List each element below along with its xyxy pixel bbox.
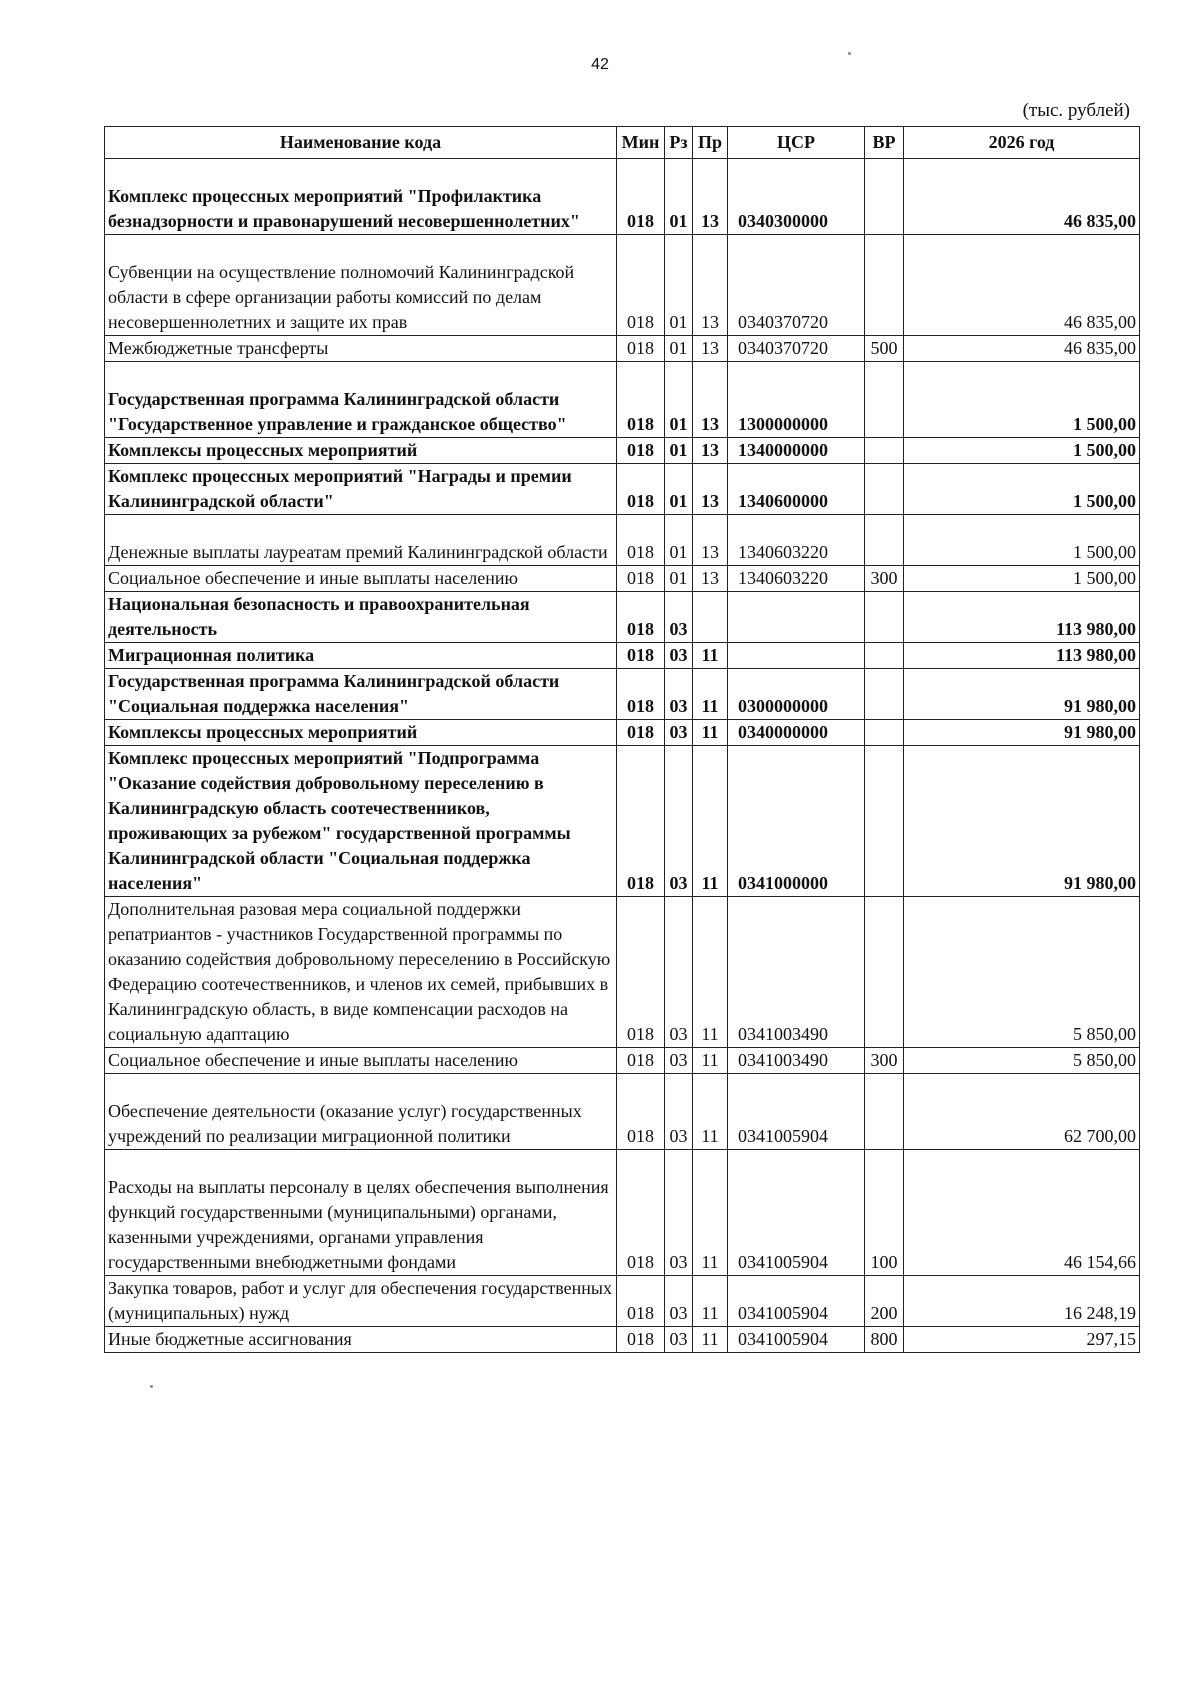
row-min-cell: 018 [617, 720, 665, 746]
row-sum-cell: 1 500,00 [904, 515, 1140, 566]
header-csr: ЦСР [728, 127, 865, 159]
row-csr-cell: 0300000000 [728, 669, 865, 720]
row-min-cell: 018 [617, 669, 665, 720]
row-sum-cell: 91 980,00 [904, 669, 1140, 720]
row-vr-cell [865, 362, 904, 438]
row-csr-cell: 1340600000 [728, 464, 865, 515]
row-name-cell: Денежные выплаты лауреатам премий Калининградской области [105, 515, 617, 566]
row-pr-cell: 13 [693, 336, 728, 362]
row-vr-cell [865, 897, 904, 1048]
row-min-cell: 018 [617, 1048, 665, 1074]
row-rz-cell: 01 [665, 336, 693, 362]
row-rz-cell: 01 [665, 362, 693, 438]
row-rz-cell: 03 [665, 897, 693, 1048]
row-rz-cell: 01 [665, 515, 693, 566]
row-pr-cell: 11 [693, 1327, 728, 1353]
row-sum-cell: 46 154,66 [904, 1150, 1140, 1276]
table-row [105, 1074, 1140, 1150]
row-pr-cell: 11 [693, 1048, 728, 1074]
row-rz-cell: 03 [665, 1150, 693, 1276]
row-min-cell: 018 [617, 159, 665, 235]
row-vr-cell: 200 [865, 1276, 904, 1327]
table-row [105, 720, 1140, 746]
row-sum-cell: 297,15 [904, 1327, 1140, 1353]
table-row [105, 515, 1140, 566]
row-pr-cell: 13 [693, 235, 728, 336]
table-row [105, 438, 1140, 464]
row-csr-cell: 0341003490 [728, 1048, 865, 1074]
row-sum-cell: 1 500,00 [904, 438, 1140, 464]
row-pr-cell: 13 [693, 464, 728, 515]
row-csr-cell: 0341005904 [728, 1327, 865, 1353]
budget-table [104, 126, 1140, 1353]
units-label: (тыс. рублей) [1022, 100, 1130, 121]
row-vr-cell [865, 159, 904, 235]
row-rz-cell: 03 [665, 1276, 693, 1327]
row-min-cell: 018 [617, 643, 665, 669]
row-sum-cell: 16 248,19 [904, 1276, 1140, 1327]
row-name-cell: Государственная программа Калининградской области "Социальная поддержка населения" [105, 669, 617, 720]
scan-speck [848, 52, 851, 55]
table-row [105, 746, 1140, 897]
row-rz-cell: 03 [665, 643, 693, 669]
row-vr-cell: 100 [865, 1150, 904, 1276]
row-name-cell: Иные бюджетные ассигнования [105, 1327, 617, 1353]
row-name-cell: Миграционная политика [105, 643, 617, 669]
row-sum-cell: 113 980,00 [904, 643, 1140, 669]
row-sum-cell: 46 835,00 [904, 235, 1140, 336]
row-rz-cell: 03 [665, 1074, 693, 1150]
row-sum-cell: 1 500,00 [904, 464, 1140, 515]
row-csr-cell: 0341005904 [728, 1276, 865, 1327]
table-row [105, 1276, 1140, 1327]
header-pr: Пр [693, 127, 728, 159]
row-csr-cell: 0341000000 [728, 746, 865, 897]
row-csr-cell: 1300000000 [728, 362, 865, 438]
header-year: 2026 год [904, 127, 1140, 159]
row-rz-cell: 01 [665, 566, 693, 592]
row-sum-cell: 5 850,00 [904, 897, 1140, 1048]
row-vr-cell [865, 669, 904, 720]
row-name-cell: Комплекс процессных мероприятий "Профилактика безнадзорности и правонарушений несовершеннолетних" [105, 159, 617, 235]
row-csr-cell: 0340300000 [728, 159, 865, 235]
table-row [105, 1150, 1140, 1276]
row-vr-cell [865, 235, 904, 336]
row-sum-cell: 1 500,00 [904, 566, 1140, 592]
row-pr-cell: 13 [693, 438, 728, 464]
table-row [105, 592, 1140, 643]
row-rz-cell: 03 [665, 1327, 693, 1353]
row-sum-cell: 1 500,00 [904, 362, 1140, 438]
row-min-cell: 018 [617, 1074, 665, 1150]
table-row [105, 1048, 1140, 1074]
row-min-cell: 018 [617, 1327, 665, 1353]
row-vr-cell [865, 592, 904, 643]
row-pr-cell: 11 [693, 643, 728, 669]
row-name-cell: Расходы на выплаты персоналу в целях обеспечения выполнения функций государственными (муниципальными) органами, казенными учреждениями, органами управления государственными внебюджетными фондами [105, 1150, 617, 1276]
row-name-cell: Субвенции на осуществление полномочий Калининградской области в сфере организации работы комиссий по делам несовершеннолетних и защите их прав [105, 235, 617, 336]
row-min-cell: 018 [617, 1150, 665, 1276]
row-min-cell: 018 [617, 592, 665, 643]
row-name-cell: Социальное обеспечение и иные выплаты населению [105, 1048, 617, 1074]
row-name-cell: Обеспечение деятельности (оказание услуг) государственных учреждений по реализации миграционной политики [105, 1074, 617, 1150]
row-rz-cell: 01 [665, 159, 693, 235]
table-row [105, 235, 1140, 336]
row-min-cell: 018 [617, 1276, 665, 1327]
row-sum-cell: 113 980,00 [904, 592, 1140, 643]
row-vr-cell [865, 1074, 904, 1150]
row-vr-cell [865, 720, 904, 746]
row-csr-cell: 0340000000 [728, 720, 865, 746]
row-csr-cell: 0341005904 [728, 1074, 865, 1150]
row-rz-cell: 01 [665, 235, 693, 336]
row-name-cell: Комплексы процессных мероприятий [105, 720, 617, 746]
row-vr-cell [865, 515, 904, 566]
row-pr-cell: 11 [693, 746, 728, 897]
row-name-cell: Национальная безопасность и правоохранительная деятельность [105, 592, 617, 643]
table-row [105, 566, 1140, 592]
row-pr-cell: 11 [693, 720, 728, 746]
table-row [105, 464, 1140, 515]
table-row [105, 159, 1140, 235]
row-rz-cell: 03 [665, 746, 693, 897]
row-pr-cell: 11 [693, 897, 728, 1048]
row-min-cell: 018 [617, 897, 665, 1048]
row-min-cell: 018 [617, 515, 665, 566]
row-csr-cell: 1340603220 [728, 515, 865, 566]
table-header-row [105, 127, 1140, 159]
row-vr-cell [865, 438, 904, 464]
row-rz-cell: 03 [665, 669, 693, 720]
row-pr-cell: 11 [693, 1074, 728, 1150]
row-pr-cell: 11 [693, 669, 728, 720]
row-rz-cell: 03 [665, 1048, 693, 1074]
row-rz-cell: 01 [665, 438, 693, 464]
row-min-cell: 018 [617, 464, 665, 515]
row-min-cell: 018 [617, 362, 665, 438]
table-row [105, 336, 1140, 362]
row-vr-cell [865, 643, 904, 669]
row-sum-cell: 91 980,00 [904, 720, 1140, 746]
row-min-cell: 018 [617, 566, 665, 592]
row-name-cell: Закупка товаров, работ и услуг для обеспечения государственных (муниципальных) нужд [105, 1276, 617, 1327]
row-rz-cell: 03 [665, 720, 693, 746]
header-vr: ВР [865, 127, 904, 159]
row-sum-cell: 91 980,00 [904, 746, 1140, 897]
row-name-cell: Государственная программа Калининградской области "Государственное управление и гражданское общество" [105, 362, 617, 438]
row-csr-cell: 0340370720 [728, 235, 865, 336]
header-rz: Рз [665, 127, 693, 159]
table-row [105, 362, 1140, 438]
row-pr-cell: 11 [693, 1150, 728, 1276]
row-rz-cell: 03 [665, 592, 693, 643]
row-csr-cell: 1340000000 [728, 438, 865, 464]
row-csr-cell [728, 643, 865, 669]
row-pr-cell [693, 592, 728, 643]
row-csr-cell: 1340603220 [728, 566, 865, 592]
row-name-cell: Комплексы процессных мероприятий [105, 438, 617, 464]
row-name-cell: Межбюджетные трансферты [105, 336, 617, 362]
header-min: Мин [617, 127, 665, 159]
scan-speck [150, 1385, 153, 1388]
table-body [105, 159, 1140, 1353]
row-csr-cell: 0340370720 [728, 336, 865, 362]
row-vr-cell [865, 464, 904, 515]
row-min-cell: 018 [617, 336, 665, 362]
row-pr-cell: 13 [693, 566, 728, 592]
row-name-cell: Социальное обеспечение и иные выплаты населению [105, 566, 617, 592]
row-pr-cell: 11 [693, 1276, 728, 1327]
page-number: 42 [591, 56, 609, 73]
budget-table-container [104, 126, 1139, 1353]
row-pr-cell: 13 [693, 515, 728, 566]
table-row [105, 1327, 1140, 1353]
row-csr-cell [728, 592, 865, 643]
row-pr-cell: 13 [693, 159, 728, 235]
row-sum-cell: 5 850,00 [904, 1048, 1140, 1074]
row-vr-cell: 800 [865, 1327, 904, 1353]
row-name-cell: Дополнительная разовая мера социальной поддержки репатриантов - участников Государственной программы по оказанию содействия добровольному переселению в Российскую Федерацию соотечественников, и членов их семей, прибывших в Калининградскую область, в виде компенсации расходов на социальную адаптацию [105, 897, 617, 1048]
row-vr-cell: 500 [865, 336, 904, 362]
row-pr-cell: 13 [693, 362, 728, 438]
table-row [105, 643, 1140, 669]
row-name-cell: Комплекс процессных мероприятий "Награды и премии Калининградской области" [105, 464, 617, 515]
row-sum-cell: 62 700,00 [904, 1074, 1140, 1150]
row-min-cell: 018 [617, 235, 665, 336]
row-min-cell: 018 [617, 438, 665, 464]
row-csr-cell: 0341003490 [728, 897, 865, 1048]
row-vr-cell: 300 [865, 1048, 904, 1074]
row-min-cell: 018 [617, 746, 665, 897]
row-vr-cell [865, 746, 904, 897]
row-sum-cell: 46 835,00 [904, 159, 1140, 235]
row-csr-cell: 0341005904 [728, 1150, 865, 1276]
row-vr-cell: 300 [865, 566, 904, 592]
row-name-cell: Комплекс процессных мероприятий "Подпрограмма "Оказание содействия добровольному переселению в Калининградскую область соотечественников, проживающих за рубежом" государственной программы Калининградской области "Социальная поддержка населения" [105, 746, 617, 897]
table-row [105, 897, 1140, 1048]
row-sum-cell: 46 835,00 [904, 336, 1140, 362]
table-row [105, 669, 1140, 720]
header-name: Наименование кода [105, 127, 617, 159]
row-rz-cell: 01 [665, 464, 693, 515]
